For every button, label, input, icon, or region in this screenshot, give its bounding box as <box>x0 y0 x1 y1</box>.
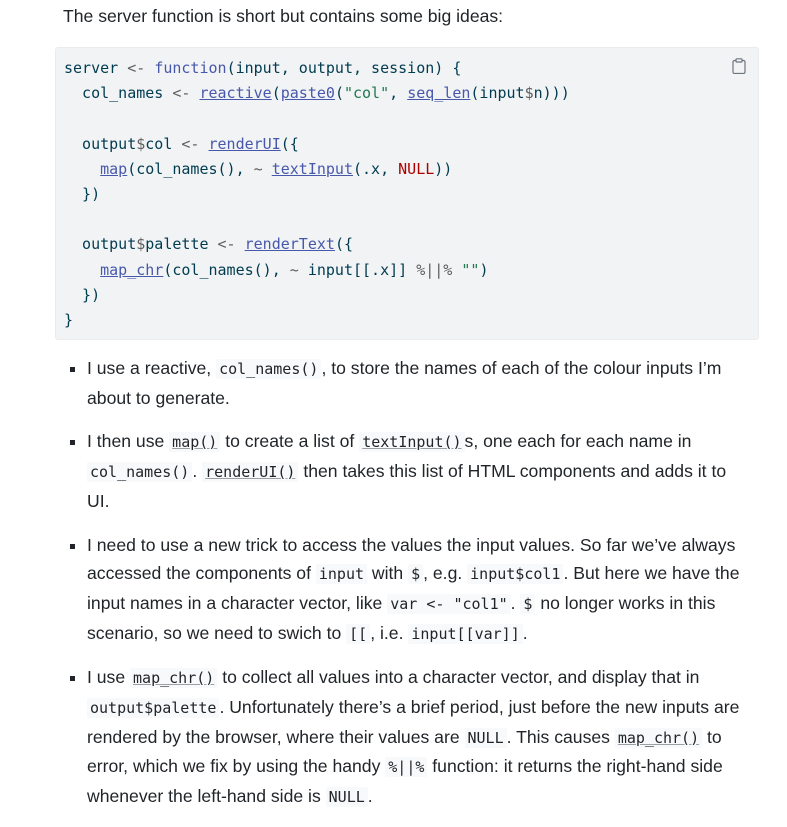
code-line: }) <box>64 285 101 304</box>
inline-code: %||% <box>385 757 427 777</box>
intro-paragraph: The server function is short but contains some big ideas: <box>63 6 504 26</box>
inline-code: col_names() <box>216 359 321 379</box>
code-line: col_names <- reactive(paste0("col", seq_len(input$n))) <box>64 84 570 103</box>
inline-code-link[interactable]: textInput() <box>359 432 464 452</box>
inline-code: [[ <box>346 624 370 644</box>
code-line: server <- function(input, output, session) { <box>64 59 462 77</box>
inline-code-link[interactable]: renderUI() <box>202 462 298 482</box>
inline-code-link[interactable]: map_chr() <box>615 728 702 748</box>
inline-code: input <box>316 564 367 584</box>
code-line: map_chr(col_names(), ~ input[[.x]] %||% "") <box>100 260 489 279</box>
list-item: I then use map() to create a list of textInput() s, one each for each name in col_names() . renderUI() then takes this list of HTML components and adds it to UI. <box>70 427 750 515</box>
inline-code: NULL <box>465 728 507 748</box>
list-item: I need to use a new trick to access the values the input values. So far we’ve always accessed the components of input with $ , e.g. input$col1 . But here we have the input names in a character vector, like var <- "col1" . $ no longer works in this scenario, so we need to swich to [[ , i.e. input[[var]] . <box>70 531 750 649</box>
code-line: output$palette <- renderText({ <box>64 235 353 254</box>
code-block <box>55 47 759 340</box>
inline-code-link[interactable]: map_chr() <box>130 668 217 688</box>
copy-code-button[interactable] <box>732 58 746 74</box>
explanation-list <box>70 354 750 827</box>
inline-code: NULL <box>326 787 368 807</box>
list-item: I use map_chr() to collect all values into a character vector, and display that in output$palette . Unfortunately there’s a brief period, just before the new inputs are rendered by the browser, where their values are NULL . This causes map_chr() to error, which we fix by using the handy %||% function: it returns the right-hand side whenever the left-hand side is NULL . <box>70 663 750 812</box>
inline-code-link[interactable]: map() <box>169 432 220 452</box>
code-listing <box>64 56 570 333</box>
list-item: I use a reactive, col_names() , to store the names of each of the colour inputs I’m about to generate. <box>70 354 750 412</box>
clipboard-icon <box>732 58 746 74</box>
code-line: }) <box>64 185 101 204</box>
code-line: output$col <- renderUI({ <box>64 134 299 153</box>
inline-code: output$palette <box>87 698 219 718</box>
code-line: } <box>64 311 74 330</box>
inline-code: var <- "col1" <box>387 594 510 614</box>
inline-code: col_names() <box>87 462 192 482</box>
inline-code: $ <box>408 564 423 584</box>
code-line: map(col_names(), ~ textInput(.x, NULL)) <box>100 159 453 178</box>
inline-code: input[[var]] <box>408 624 522 644</box>
inline-code: $ <box>520 594 535 614</box>
inline-code: input$col1 <box>467 564 563 584</box>
